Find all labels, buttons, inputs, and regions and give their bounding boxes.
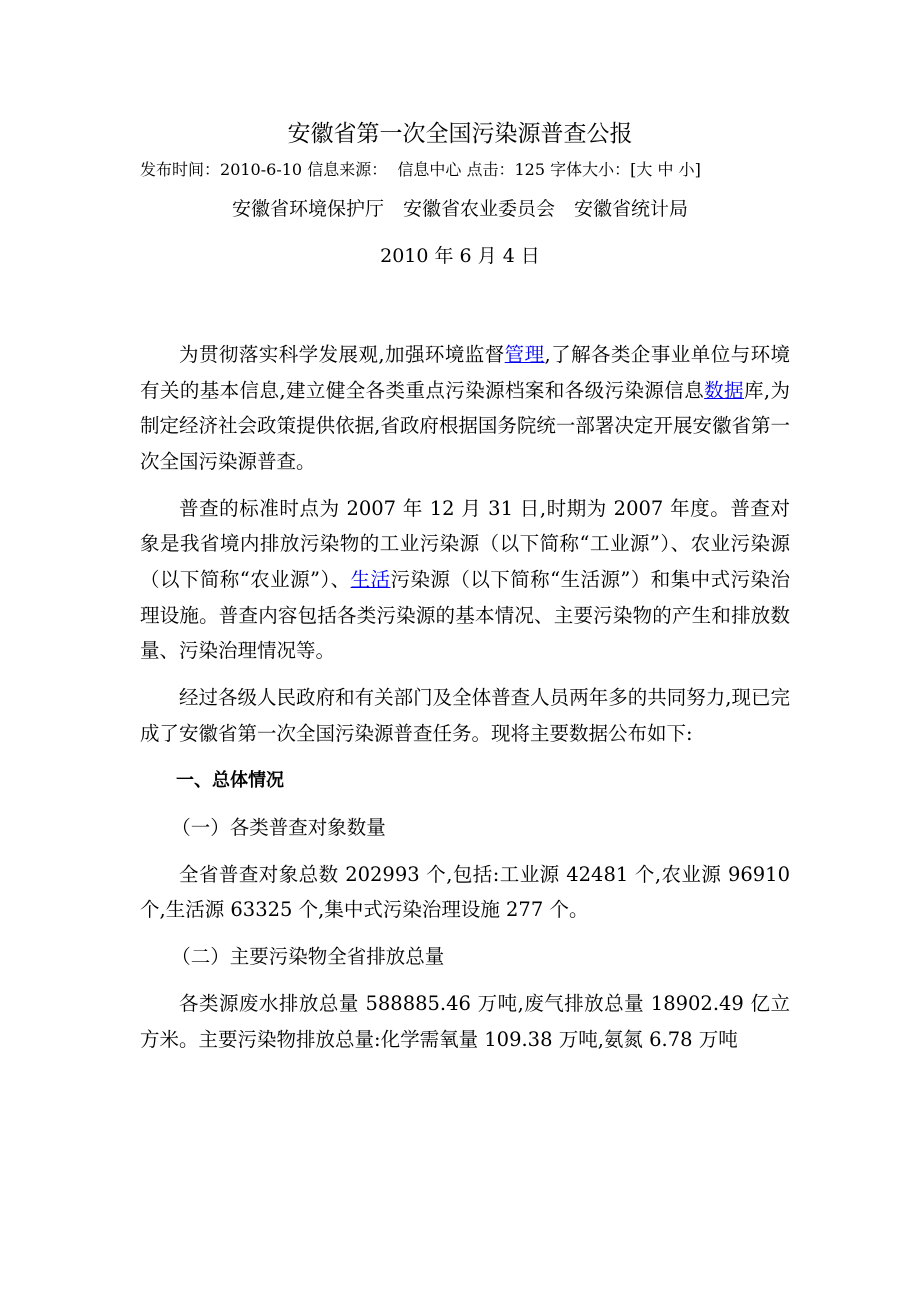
publish-date: 2010-6-10 [220,160,303,179]
document-body [140,337,790,1069]
publish-info-bar [140,157,800,183]
paragraph-text: 为贯彻落实科学发展观,加强环境监督 [179,343,505,366]
subsection-heading-counts: （一）各类普查对象数量 [171,815,386,839]
paragraph-text: 库,为制定经济社会政策提供依据,省政府根据国务院统一部署决定开展安徽省第一次全国污染源普查。 [140,378,790,473]
paragraph-counts: 全省普查对象总数 202993 个,包括:工业源 42481 个,农业源 96910 个,生活源 63325 个,集中式污染治理设施 277 个。 [140,862,790,922]
paragraph-text: 污染源（以下简称“生活源”）和集中式污染治理设施。普查内容包括各类污染源的基本情况、主要污染物的产生和排放数量、污染治理情况等。 [140,567,790,663]
source-label: 信息来源： [307,160,388,179]
link-management[interactable]: 管理 [504,343,545,366]
click-count: 125 [514,160,546,179]
source-value: 信息中心 [397,160,462,179]
section-heading-overview: 一、总体情况 [176,769,284,791]
paragraph-completion: 经过各级人民政府和有关部门及全体普查人员两年多的共同努力,现已完成了安徽省第一次全国污染源普查任务。现将主要数据公布如下: [140,686,790,745]
paragraph-scope [140,491,790,669]
publish-date-label: 发布时间： [140,160,221,179]
issue-date: 2010 年 6 月 4 日 [380,245,540,267]
link-data[interactable]: 数据 [704,378,744,402]
document-title: 安徽省第一次全国污染源普查公报 [287,121,633,147]
paragraph-emissions: 各类源废水排放总量 588885.46 万吨,废气排放总量 18902.49 亿立方米。主要污染物排放总量:化学需氧量 109.38 万吨,氨氮 6.78 万吨 [140,992,790,1051]
issuing-organizations: 安徽省环境保护厅 安徽省农业委员会 安徽省统计局 [231,198,688,220]
paragraph-intro [140,337,790,479]
click-count-label: 点击： [466,160,515,179]
subsection-heading-emissions: （二）主要污染物全省排放总量 [171,945,445,969]
font-size-switcher[interactable]: [大 中 小] [630,160,701,179]
paragraph-text: 普查的标准时点为 2007 年 12 月 31 日,时期为 2007 年度。普查对象是我省境内排放污染物的工业污染源（以下简称“工业源”）、农业污染源（以下简称“农业源”）、 [140,496,790,591]
font-size-label: 字体大小： [550,160,631,179]
paragraph-text: ,了解各类企事业单位与环境有关的基本信息,建立健全各类重点污染源档案和各级污染源信息 [140,343,791,402]
link-living[interactable]: 生活 [350,567,391,591]
